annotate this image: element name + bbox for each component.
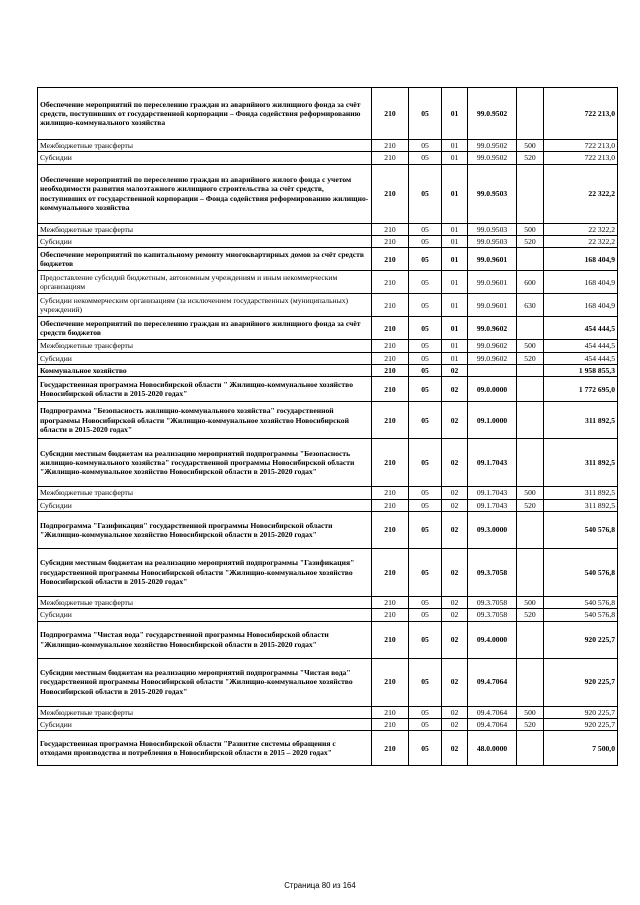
row-rz: 05 (409, 317, 442, 340)
row-ved: 210 (372, 548, 409, 596)
table-row (38, 596, 618, 608)
row-name: Субсидии (38, 152, 372, 164)
row-vr: 500 (517, 487, 544, 499)
row-vr (517, 731, 544, 766)
row-csr: 99.0.9502 (468, 152, 517, 164)
row-sum: 540 576,8 (544, 511, 618, 548)
row-vr: 520 (517, 499, 544, 511)
row-csr: 09.4.0000 (468, 621, 517, 658)
row-ved: 210 (372, 658, 409, 706)
table-row (38, 317, 618, 340)
row-name: Межбюджетные трансферты (38, 140, 372, 152)
row-rz: 05 (409, 235, 442, 247)
row-vr: 500 (517, 596, 544, 608)
row-ved: 210 (372, 731, 409, 766)
row-sum: 168 404,9 (544, 271, 618, 294)
row-ved: 210 (372, 294, 409, 317)
row-sum: 920 225,7 (544, 658, 618, 706)
row-sum: 722 213,0 (544, 88, 618, 140)
row-ved: 210 (372, 223, 409, 235)
row-name: Коммунальное хозяйство (38, 364, 372, 376)
table-row (38, 294, 618, 317)
row-sum: 454 444,5 (544, 340, 618, 352)
row-ved: 210 (372, 140, 409, 152)
table-row (38, 364, 618, 376)
row-vr: 520 (517, 609, 544, 621)
row-name: Межбюджетные трансферты (38, 596, 372, 608)
row-pr: 01 (442, 352, 468, 364)
table-row (38, 499, 618, 511)
row-pr: 01 (442, 317, 468, 340)
row-name: Подпрограмма "Безопасность жилищно-коммунального хозяйства" государственной программы Новосибирской области "Жилищно-коммунальное хозяйство Новосибирской области в 2015-2020 годах" (38, 402, 372, 439)
row-vr (517, 364, 544, 376)
row-sum: 311 892,5 (544, 402, 618, 439)
row-rz: 05 (409, 621, 442, 658)
row-sum: 454 444,5 (544, 317, 618, 340)
row-vr (517, 317, 544, 340)
row-ved: 210 (372, 364, 409, 376)
row-csr: 99.0.9503 (468, 164, 517, 223)
page-footer: Страница 80 из 164 (284, 881, 356, 890)
row-sum: 722 213,0 (544, 152, 618, 164)
row-vr (517, 248, 544, 271)
row-rz: 05 (409, 706, 442, 718)
row-vr: 500 (517, 340, 544, 352)
row-csr: 99.0.9502 (468, 140, 517, 152)
row-rz: 05 (409, 548, 442, 596)
table-row (38, 271, 618, 294)
row-rz: 05 (409, 352, 442, 364)
row-name: Подпрограмма "Газификация" государственной программы Новосибирской области "Жилищно-коммунальное хозяйство Новосибирской области в 2015-2020 годах" (38, 511, 372, 548)
row-sum: 920 225,7 (544, 621, 618, 658)
row-name: Субсидии местным бюджетам на реализацию мероприятий подпрограммы "Безопасность жилищно-коммунального хозяйства" государственной программы Новосибирской области "Жилищно-коммунальное хозяйство Новосибирской области в 2015-2020 годах" (38, 439, 372, 487)
row-rz: 05 (409, 511, 442, 548)
row-name: Государственная программа Новосибирской области "Развитие системы обращения с отходами производства и потребления в Новосибирской области в 2015 – 2020 годах" (38, 731, 372, 766)
row-csr: 09.1.0000 (468, 402, 517, 439)
row-rz: 05 (409, 223, 442, 235)
row-ved: 210 (372, 487, 409, 499)
row-ved: 210 (372, 248, 409, 271)
row-pr: 02 (442, 718, 468, 730)
row-rz: 05 (409, 340, 442, 352)
row-sum: 1 958 855,3 (544, 364, 618, 376)
row-name: Субсидии (38, 352, 372, 364)
row-sum: 7 500,0 (544, 731, 618, 766)
table-row (38, 548, 618, 596)
row-pr: 02 (442, 621, 468, 658)
row-rz: 05 (409, 718, 442, 730)
row-name: Субсидии (38, 235, 372, 247)
row-csr: 09.3.0000 (468, 511, 517, 548)
row-sum: 22 322,2 (544, 164, 618, 223)
row-vr: 500 (517, 223, 544, 235)
row-sum: 22 322,2 (544, 235, 618, 247)
row-csr: 09.4.7064 (468, 706, 517, 718)
budget-table (37, 87, 618, 766)
row-rz: 05 (409, 499, 442, 511)
row-name: Субсидии (38, 609, 372, 621)
row-pr: 02 (442, 377, 468, 402)
row-rz: 05 (409, 248, 442, 271)
row-pr: 02 (442, 548, 468, 596)
row-vr: 520 (517, 352, 544, 364)
row-pr: 01 (442, 271, 468, 294)
row-rz: 05 (409, 140, 442, 152)
row-vr (517, 548, 544, 596)
table-row (38, 718, 618, 730)
row-name: Субсидии (38, 499, 372, 511)
row-pr: 01 (442, 164, 468, 223)
table-row (38, 164, 618, 223)
row-csr: 99.0.9503 (468, 235, 517, 247)
row-rz: 05 (409, 164, 442, 223)
row-vr (517, 621, 544, 658)
row-csr: 09.3.7058 (468, 596, 517, 608)
table-row (38, 658, 618, 706)
row-vr (517, 658, 544, 706)
row-sum: 168 404,9 (544, 248, 618, 271)
row-name: Межбюджетные трансферты (38, 340, 372, 352)
row-csr: 09.1.7043 (468, 439, 517, 487)
row-rz: 05 (409, 731, 442, 766)
row-pr: 02 (442, 439, 468, 487)
row-rz: 05 (409, 596, 442, 608)
row-pr: 01 (442, 223, 468, 235)
row-pr: 01 (442, 140, 468, 152)
row-sum: 454 444,5 (544, 352, 618, 364)
row-csr: 99.0.9601 (468, 248, 517, 271)
row-pr: 01 (442, 88, 468, 140)
row-vr: 500 (517, 140, 544, 152)
row-rz: 05 (409, 377, 442, 402)
row-ved: 210 (372, 706, 409, 718)
row-csr: 99.0.9601 (468, 294, 517, 317)
row-sum: 168 404,9 (544, 294, 618, 317)
row-rz: 05 (409, 271, 442, 294)
row-ved: 210 (372, 352, 409, 364)
row-pr: 02 (442, 706, 468, 718)
table-row (38, 352, 618, 364)
table-row (38, 340, 618, 352)
row-sum: 540 576,8 (544, 596, 618, 608)
row-sum: 22 322,2 (544, 223, 618, 235)
row-name: Субсидии местным бюджетам на реализацию мероприятий подпрограммы "Чистая вода" государственной программы Новосибирской области "Жилищно-коммунальное хозяйство Новосибирской области в 2015-2020 годах" (38, 658, 372, 706)
budget-table-body (38, 88, 618, 766)
row-csr: 09.4.7064 (468, 718, 517, 730)
table-row (38, 706, 618, 718)
row-vr: 600 (517, 271, 544, 294)
row-vr: 520 (517, 152, 544, 164)
row-name: Межбюджетные трансферты (38, 487, 372, 499)
row-csr: 99.0.9502 (468, 88, 517, 140)
table-row (38, 621, 618, 658)
row-pr: 01 (442, 152, 468, 164)
row-sum: 540 576,8 (544, 609, 618, 621)
row-ved: 210 (372, 499, 409, 511)
row-ved: 210 (372, 340, 409, 352)
row-sum: 920 225,7 (544, 706, 618, 718)
row-name: Подпрограмма "Чистая вода" государственной программы Новосибирской области "Жилищно-коммунальное хозяйство Новосибирской области в 2015-2020 годах" (38, 621, 372, 658)
row-vr (517, 402, 544, 439)
row-pr: 01 (442, 340, 468, 352)
row-sum: 920 225,7 (544, 718, 618, 730)
row-ved: 210 (372, 88, 409, 140)
row-vr (517, 439, 544, 487)
row-name: Субсидии некоммерческим организациям (за исключением государственных (муниципальных) учреждений) (38, 294, 372, 317)
row-csr: 09.4.7064 (468, 658, 517, 706)
row-csr: 99.0.9503 (468, 223, 517, 235)
table-row (38, 402, 618, 439)
row-ved: 210 (372, 377, 409, 402)
row-pr: 02 (442, 487, 468, 499)
row-ved: 210 (372, 439, 409, 487)
row-ved: 210 (372, 235, 409, 247)
row-ved: 210 (372, 317, 409, 340)
row-rz: 05 (409, 88, 442, 140)
row-name: Межбюджетные трансферты (38, 706, 372, 718)
row-sum: 722 213,0 (544, 140, 618, 152)
row-pr: 02 (442, 364, 468, 376)
row-csr: 99.0.9602 (468, 340, 517, 352)
row-ved: 210 (372, 164, 409, 223)
row-pr: 01 (442, 235, 468, 247)
row-name: Обеспечение мероприятий по переселению граждан из аварийного жилищного фонда за счёт средств бюджетов (38, 317, 372, 340)
table-row (38, 487, 618, 499)
table-row (38, 439, 618, 487)
row-name: Обеспечение мероприятий по капитальному ремонту многоквартирных домов за счёт средств бюджетов (38, 248, 372, 271)
row-name: Обеспечение мероприятий по переселению граждан из аварийного жилищного фонда за счёт средств, поступивших от государственной корпорации – Фонда содействия реформированию жилищно-коммунального хозяйства (38, 88, 372, 140)
table-row (38, 377, 618, 402)
row-pr: 01 (442, 248, 468, 271)
table-row (38, 140, 618, 152)
row-rz: 05 (409, 609, 442, 621)
row-rz: 05 (409, 439, 442, 487)
row-csr: 99.0.9601 (468, 271, 517, 294)
row-vr: 500 (517, 706, 544, 718)
row-name: Межбюджетные трансферты (38, 223, 372, 235)
row-ved: 210 (372, 609, 409, 621)
row-ved: 210 (372, 596, 409, 608)
row-sum: 311 892,5 (544, 439, 618, 487)
row-ved: 210 (372, 271, 409, 294)
row-pr: 02 (442, 658, 468, 706)
table-row (38, 223, 618, 235)
row-csr: 09.0.0000 (468, 377, 517, 402)
row-sum: 1 772 695,0 (544, 377, 618, 402)
table-row (38, 152, 618, 164)
row-vr: 520 (517, 235, 544, 247)
row-rz: 05 (409, 487, 442, 499)
row-pr: 02 (442, 609, 468, 621)
row-rz: 05 (409, 364, 442, 376)
row-ved: 210 (372, 152, 409, 164)
table-row (38, 235, 618, 247)
row-vr (517, 88, 544, 140)
row-pr: 02 (442, 596, 468, 608)
row-csr: 09.3.7058 (468, 609, 517, 621)
row-pr: 02 (442, 499, 468, 511)
table-row (38, 609, 618, 621)
table-row (38, 88, 618, 140)
row-ved: 210 (372, 718, 409, 730)
table-row (38, 511, 618, 548)
row-csr: 09.3.7058 (468, 548, 517, 596)
row-name: Субсидии (38, 718, 372, 730)
row-sum: 311 892,5 (544, 487, 618, 499)
row-vr (517, 164, 544, 223)
row-rz: 05 (409, 152, 442, 164)
row-rz: 05 (409, 658, 442, 706)
row-pr: 01 (442, 294, 468, 317)
row-csr: 99.0.9602 (468, 317, 517, 340)
row-csr: 09.1.7043 (468, 499, 517, 511)
row-name: Государственная программа Новосибирской области " Жилищно-коммунальное хозяйство Новосибирской области в 2015-2020 годах" (38, 377, 372, 402)
row-ved: 210 (372, 511, 409, 548)
row-rz: 05 (409, 402, 442, 439)
row-pr: 02 (442, 731, 468, 766)
row-ved: 210 (372, 621, 409, 658)
row-name: Обеспечение мероприятий по переселению граждан из аварийного жилого фонда с учетом необходимости развития малоэтажного жилищного строительства за счёт средств, поступивших от государственной корпорации – Фонда содействия реформированию жилищно-коммунального хозяйства (38, 164, 372, 223)
row-name: Предоставление субсидий бюджетным, автономным учреждениям и иным некоммерческим организациям (38, 271, 372, 294)
row-vr (517, 511, 544, 548)
row-pr: 02 (442, 511, 468, 548)
row-name: Субсидии местным бюджетам на реализацию мероприятий подпрограммы "Газификация" государственной программы Новосибирской области "Жилищно-коммунальное хозяйство Новосибирской области в 2015-2020 годах" (38, 548, 372, 596)
row-csr: 48.0.0000 (468, 731, 517, 766)
row-vr (517, 377, 544, 402)
table-row (38, 248, 618, 271)
row-csr (468, 364, 517, 376)
row-vr: 630 (517, 294, 544, 317)
row-sum: 540 576,8 (544, 548, 618, 596)
row-ved: 210 (372, 402, 409, 439)
table-row (38, 731, 618, 766)
row-vr: 520 (517, 718, 544, 730)
row-pr: 02 (442, 402, 468, 439)
row-rz: 05 (409, 294, 442, 317)
row-csr: 99.0.9602 (468, 352, 517, 364)
row-csr: 09.1.7043 (468, 487, 517, 499)
row-sum: 311 892,5 (544, 499, 618, 511)
